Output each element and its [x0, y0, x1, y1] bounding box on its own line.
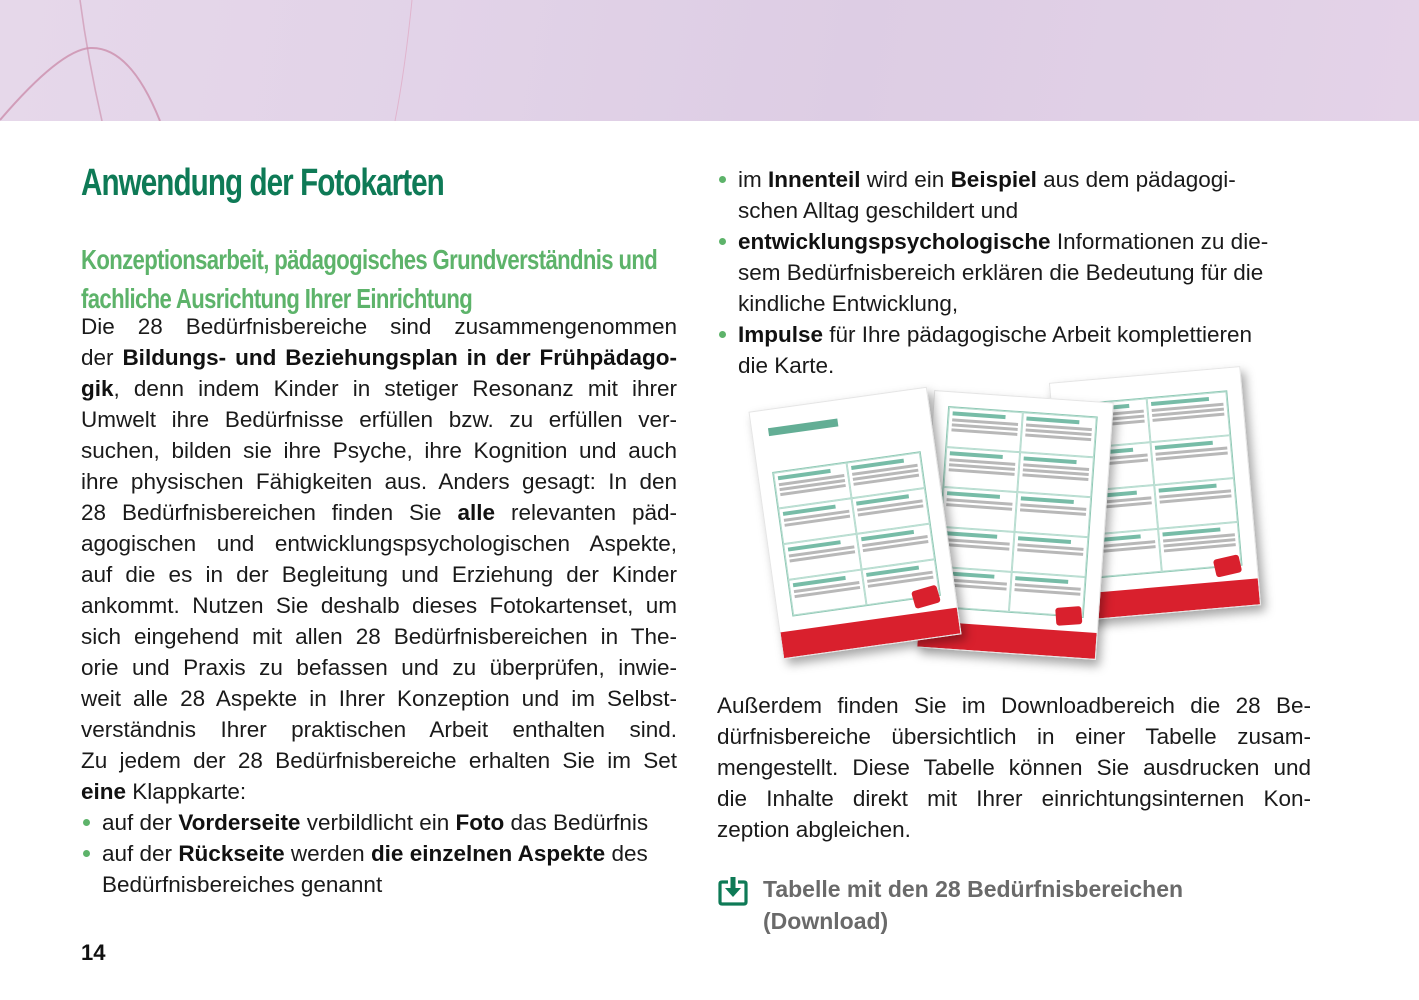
subtitle-line-1: Konzeptionsarbeit, pädagogisches Grundverständnis und [81, 244, 658, 275]
bold-phrase: Bildungs- und Beziehungsplan in der Frühpädago- [122, 345, 677, 370]
card-contents-list [81, 807, 677, 900]
text-line: sich eingehend mit allen 28 Bedürfnisbereichen in The- [81, 624, 677, 649]
text-line: verständnis Ihrer praktischen Arbeit enthalten sind. [81, 717, 677, 742]
bullet-icon [719, 176, 726, 183]
text-line: zeption abgleichen. [717, 817, 911, 842]
bullet-icon [719, 331, 726, 338]
left-column [81, 160, 677, 900]
text-line: weit alle 28 Aspekte in Ihrer Konzeption und im Selbst- [81, 686, 677, 711]
text-line: die Inhalte direkt mit Ihrer einrichtungsinternen Kon- [717, 786, 1311, 811]
list-item-impulses: Impulse für Ihre pädagogische Arbeit komplettieren die Karte. [717, 319, 1311, 381]
bold-phrase: alle [457, 500, 496, 525]
table-preview-image [757, 368, 1257, 668]
list-item-back: auf der Rückseite werden die einzelnen Aspekte des Bedürfnisbereiches genannt [81, 838, 677, 900]
bullet-icon [719, 238, 726, 245]
bullet-icon [83, 819, 90, 826]
publisher-logo [1055, 606, 1082, 626]
download-label[interactable] [763, 873, 1183, 937]
download-label-line-1[interactable]: Tabelle mit den 28 Bedürfnisbereichen [763, 876, 1184, 902]
text-line: eine Klappkarte: [81, 779, 247, 804]
text-line: orie und Praxis zu befassen und zu überprüfen, inwie- [81, 655, 677, 680]
preview-sheet-1 [748, 387, 961, 660]
list-item-front: auf der Vorderseite verbildlicht ein Foto das Bedürfnis [81, 807, 677, 838]
bold-phrase: eine [81, 779, 127, 804]
text-line: Zu jedem der 28 Bedürfnisbereiche erhalten Sie im Set [81, 748, 677, 773]
list-item-inside: im Innenteil wird ein Beispiel aus dem pädagogi- schen Alltag geschildert und [717, 164, 1311, 226]
section-subtitle [81, 240, 658, 318]
text-line: dürfnisbereiche übersichtlich in einer Tabelle zusam- [717, 724, 1311, 749]
download-table-link[interactable] [717, 873, 1183, 937]
header-banner-image [0, 0, 1419, 121]
text-line: ihre physischen Fähigkeiten aus. Anders gesagt: In den [81, 469, 677, 494]
text-line: mengestellt. Diese Tabelle können Sie ausdrucken und [717, 755, 1311, 780]
text-line: agogischen und entwicklungspsychologischen Aspekte, [81, 531, 677, 556]
text-line: Außerdem finden Sie im Downloadbereich die 28 Be- [717, 693, 1311, 718]
banner-texture [0, 0, 1419, 121]
download-label-line-2[interactable]: (Download) [763, 908, 889, 934]
sheet-title-bar [768, 418, 838, 436]
card-contents-list-continued [717, 164, 1311, 381]
bold-phrase: gik [81, 376, 114, 401]
text-line: der Bildungs- und Beziehungsplan in der Frühpädago- [81, 345, 677, 370]
page-title: Anwendung der Fotokarten [81, 162, 444, 204]
text-line: auf die es in der Begleitung und Erziehung der Kinder [81, 562, 677, 587]
text-line: Die 28 Bedürfnisbereiche sind zusammengenommen [81, 314, 677, 339]
text-line: suchen, bilden sie ihre Psyche, ihre Kognition und auch [81, 438, 677, 463]
intro-paragraph [81, 311, 677, 807]
right-column [717, 164, 1311, 381]
subtitle-line-2: fachliche Ausrichtung Ihrer Einrichtung [81, 283, 473, 314]
outro-paragraph [717, 690, 1311, 845]
download-icon[interactable] [717, 875, 749, 907]
page-number: 14 [81, 940, 106, 965]
text-line: 28 Bedürfnisbereichen finden Sie alle relevanten päd- [81, 500, 677, 525]
text-line: gik, denn indem Kinder in stetiger Resonanz mit ihrer [81, 376, 677, 401]
list-item-developmental: entwicklungspsychologische Informationen zu die- sem Bedürfnisbereich erklären die Bedeutung für die kindliche Entwicklung, [717, 226, 1311, 319]
text-line: ankommt. Nutzen Sie deshalb dieses Fotokartenset, um [81, 593, 677, 618]
text-line: Umwelt ihre Bedürfnisse erfüllen bzw. zu erfüllen ver- [81, 407, 677, 432]
bullet-icon [83, 850, 90, 857]
